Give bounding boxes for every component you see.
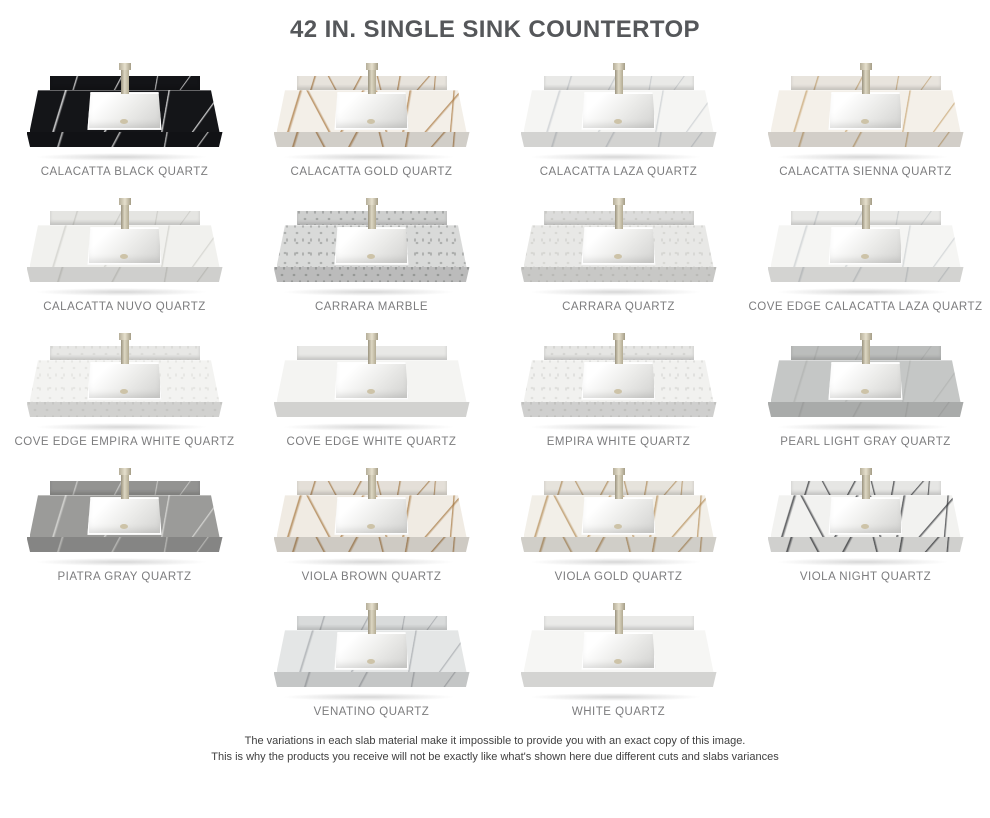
sink-basin — [581, 632, 655, 670]
sink-basin — [334, 362, 408, 400]
product-card[interactable] — [742, 320, 989, 455]
countertop-surface — [524, 90, 714, 132]
countertop-surface — [771, 360, 961, 402]
product-card[interactable] — [1, 320, 248, 455]
front-edge — [274, 537, 470, 552]
product-label: WHITE QUARTZ — [571, 706, 666, 718]
product-label: CALACATTA NUVO QUARTZ — [43, 301, 206, 313]
product-image — [248, 320, 495, 429]
countertop-figure — [273, 63, 471, 159]
product-card[interactable] — [248, 185, 495, 320]
front-edge — [521, 267, 717, 282]
countertop-figure — [273, 603, 471, 699]
countertop-figure — [273, 333, 471, 429]
countertop-surface — [277, 630, 467, 672]
faucet-icon — [615, 333, 623, 364]
faucet-icon — [862, 468, 870, 499]
product-card[interactable] — [742, 50, 989, 185]
product-image — [495, 185, 742, 294]
countertop-surface — [771, 90, 961, 132]
sink-basin — [87, 362, 161, 400]
front-edge — [521, 132, 717, 147]
front-edge — [521, 537, 717, 552]
sink-basin — [581, 362, 655, 400]
product-card[interactable] — [1, 185, 248, 320]
countertop-surface — [524, 225, 714, 267]
product-label: PEARL LIGHT GRAY QUARTZ — [780, 436, 951, 448]
product-label: COVE EDGE WHITE QUARTZ — [286, 436, 457, 448]
faucet-icon — [615, 198, 623, 229]
countertop-figure — [520, 603, 718, 699]
product-card[interactable] — [495, 590, 742, 725]
sink-basin — [87, 497, 161, 535]
product-card[interactable] — [742, 455, 989, 590]
product-image — [248, 185, 495, 294]
sink-basin — [581, 497, 655, 535]
countertop-figure — [520, 63, 718, 159]
product-label: EMPIRA WHITE QUARTZ — [546, 436, 691, 448]
countertop-figure — [520, 198, 718, 294]
countertop-surface — [30, 360, 220, 402]
sink-basin — [334, 632, 408, 670]
page-title: 42 IN. SINGLE SINK COUNTERTOP — [290, 16, 700, 43]
sink-basin — [581, 227, 655, 265]
sink-basin — [828, 362, 902, 400]
faucet-icon — [368, 468, 376, 499]
faucet-icon — [121, 63, 129, 94]
product-card[interactable] — [742, 185, 989, 320]
sink-basin — [87, 92, 161, 130]
countertop-surface — [30, 225, 220, 267]
countertop-surface — [524, 360, 714, 402]
footer-line-2: This is why the products you receive will not be exactly like what's shown here due different cuts and slabs variances — [211, 751, 779, 763]
product-label: COVE EDGE CALACATTA LAZA QUARTZ — [748, 301, 983, 313]
front-edge — [768, 132, 964, 147]
front-edge — [521, 402, 717, 417]
product-card[interactable] — [1, 50, 248, 185]
sink-basin — [828, 92, 902, 130]
product-card[interactable] — [495, 320, 742, 455]
product-image — [495, 455, 742, 564]
countertop-figure — [26, 63, 224, 159]
countertop-figure — [520, 468, 718, 564]
countertop-figure — [273, 468, 471, 564]
countertop-figure — [26, 468, 224, 564]
product-image — [1, 320, 248, 429]
product-label: CALACATTA SIENNA QUARTZ — [779, 166, 952, 178]
faucet-icon — [862, 198, 870, 229]
front-edge — [274, 672, 470, 687]
sink-basin — [828, 227, 902, 265]
front-edge — [768, 402, 964, 417]
product-image — [742, 50, 989, 159]
product-label: CALACATTA GOLD QUARTZ — [290, 166, 453, 178]
front-edge — [274, 267, 470, 282]
countertop-figure — [273, 198, 471, 294]
product-card[interactable] — [248, 455, 495, 590]
product-label: COVE EDGE EMPIRA WHITE QUARTZ — [14, 436, 235, 448]
product-label: CARRARA MARBLE — [314, 301, 429, 313]
countertop-figure — [520, 333, 718, 429]
product-image — [248, 455, 495, 564]
sink-basin — [87, 227, 161, 265]
product-image — [1, 185, 248, 294]
product-image — [248, 50, 495, 159]
product-card[interactable] — [495, 50, 742, 185]
front-edge — [274, 132, 470, 147]
countertop-figure — [767, 198, 965, 294]
front-edge — [274, 402, 470, 417]
product-image — [495, 320, 742, 429]
product-card[interactable] — [248, 50, 495, 185]
countertop-figure — [26, 198, 224, 294]
faucet-icon — [862, 333, 870, 364]
faucet-icon — [121, 333, 129, 364]
countertop-surface — [277, 90, 467, 132]
product-label: VIOLA GOLD QUARTZ — [554, 571, 683, 583]
faucet-icon — [368, 198, 376, 229]
sink-basin — [334, 497, 408, 535]
front-edge — [768, 537, 964, 552]
front-edge — [27, 267, 223, 282]
product-image — [248, 590, 495, 699]
countertop-surface — [277, 495, 467, 537]
footer-disclaimer — [0, 733, 990, 765]
countertop-figure — [767, 468, 965, 564]
product-card[interactable] — [248, 590, 495, 725]
product-label: CALACATTA BLACK QUARTZ — [40, 166, 209, 178]
faucet-icon — [121, 198, 129, 229]
countertop-figure — [767, 63, 965, 159]
front-edge — [27, 537, 223, 552]
front-edge — [521, 672, 717, 687]
front-edge — [27, 402, 223, 417]
countertop-surface — [771, 495, 961, 537]
countertop-surface — [771, 225, 961, 267]
product-image — [1, 50, 248, 159]
sink-basin — [581, 92, 655, 130]
sink-basin — [828, 497, 902, 535]
product-image — [1, 455, 248, 564]
front-edge — [27, 132, 223, 147]
countertop-surface — [30, 90, 220, 132]
product-label: CALACATTA LAZA QUARTZ — [539, 166, 698, 178]
countertop-surface — [524, 495, 714, 537]
countertop-surface — [277, 360, 467, 402]
product-image — [742, 320, 989, 429]
product-image — [742, 455, 989, 564]
faucet-icon — [368, 603, 376, 634]
countertop-figure — [767, 333, 965, 429]
product-image — [742, 185, 989, 294]
product-card[interactable] — [248, 320, 495, 455]
faucet-icon — [862, 63, 870, 94]
product-label: VIOLA BROWN QUARTZ — [301, 571, 442, 583]
faucet-icon — [368, 63, 376, 94]
front-edge — [768, 267, 964, 282]
countertop-surface — [30, 495, 220, 537]
product-card[interactable] — [495, 185, 742, 320]
product-label: VENATINO QUARTZ — [313, 706, 430, 718]
product-label: VIOLA NIGHT QUARTZ — [799, 571, 932, 583]
sink-basin — [334, 92, 408, 130]
product-card[interactable] — [495, 455, 742, 590]
product-image — [495, 590, 742, 699]
product-label: CARRARA QUARTZ — [562, 301, 675, 313]
faucet-icon — [615, 468, 623, 499]
faucet-icon — [615, 603, 623, 634]
sink-basin — [334, 227, 408, 265]
countertop-surface — [277, 225, 467, 267]
product-image — [495, 50, 742, 159]
countertop-surface — [524, 630, 714, 672]
product-grid — [0, 50, 990, 725]
faucet-icon — [615, 63, 623, 94]
countertop-figure — [26, 333, 224, 429]
faucet-icon — [121, 468, 129, 499]
product-label: PIATRA GRAY QUARTZ — [57, 571, 192, 583]
footer-line-1: The variations in each slab material make it impossible to provide you with an exact copy of this image. — [244, 735, 746, 747]
product-card[interactable] — [1, 455, 248, 590]
faucet-icon — [368, 333, 376, 364]
